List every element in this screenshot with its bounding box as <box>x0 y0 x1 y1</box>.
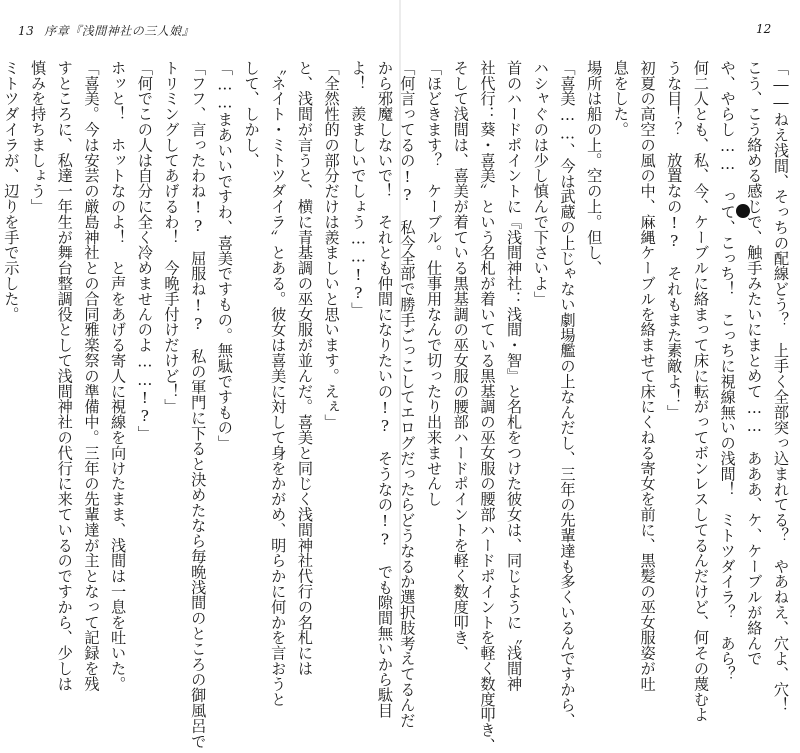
left-page-number: 13 <box>18 24 35 38</box>
text-column: ミトツダイラが、辺りを手で示した。 <box>2 60 21 322</box>
text-column: 「何言ってるの!? 私今全部で勝手ごっこしてエログだったらどうなるか選択肢考えてるんだ <box>398 60 417 728</box>
text-column: 「フフ、言ったわね!? 屈服ね!? 私の軍門に下ると決めたなら毎晩浅間のところの御風呂で <box>189 60 208 749</box>
text-column: 「ほどきます？ ケーブル。仕事用なんで切ったり出来ませんし <box>425 60 444 507</box>
text-column: から邪魔しないで！ それとも仲間になりたいの!? そうなの!? でも隙間無いから駄目 <box>376 60 394 718</box>
text-column: 〝ネイト・ミトツダイラ〟とある。彼女は喜美に対して身をかがめ、明らかに何かを言おうと <box>269 60 288 707</box>
text-column: して、しかし、 <box>242 60 261 168</box>
text-column: ホッと！ ホットなのよ！ と声をあげる寄人に視線を向けたまま、浅間は一息を吐いた。 <box>109 60 128 692</box>
text-column: 社代行：葵・喜美〟という名札が着いている黒基調の巫女服の腰部ハードポイントを軽く数度叩き、 <box>478 60 497 753</box>
left-page-body <box>2 60 394 749</box>
text-column: こう、こう絡める感じで、触手みたいにまとめて…… あああ、ケ、ケーブルが絡んで <box>745 60 764 667</box>
text-column: 「喜美……、今は武蔵の上じゃない劇場艦の上なんだし、三年の先輩達も多くいるんですから、 <box>558 60 577 728</box>
right-page-body <box>398 60 790 753</box>
text-column: そして浅間は、喜美が着ている黒基調の巫女服の腰部ハードポイントを軽く数度叩き、 <box>451 60 470 661</box>
text-column: 初夏の高空の風の中、麻縄ケーブルを絡ませて床にくねる寄女を前に、黒髪の巫女服姿が吐 <box>638 60 657 692</box>
text-column: 場所は船の上。空の上。但し、 <box>585 60 604 276</box>
text-column: や、やらし…… って、こっち！ こっちに視線無いの浅間！ ミトツダイラ？ あら？ <box>718 60 737 682</box>
text-column: 何二人とも、私、今、ケーブルに絡まって床に転がってボンレスしてるんだけど、何その蔑むよ <box>691 60 710 723</box>
text-column: すところに、私達一年生が舞台整調役として浅間神社の代行に来ているのですから、少しは <box>55 60 74 692</box>
text-column: 「喜美。今は安芸の厳島神社との合同雅楽祭の準備中。三年の先輩達が主となって記録を残 <box>82 60 101 692</box>
text-column: 息をした。 <box>611 60 630 137</box>
text-column: 首のハードポイントに『浅間神社：浅間・智』と名札をつけた彼女は、同じように〝浅間神 <box>505 60 524 692</box>
text-column: と、浅間が言うと、横に青基調の巫女服が並んだ。喜美と同じく浅間神社代行の名札には <box>295 60 314 676</box>
right-page-number: 12 <box>756 22 772 36</box>
text-column: 「何でこの人は自分に全く冷めませんのよ……!?」 <box>135 60 154 441</box>
text-column: うな目！？ 放置なの!? それもまた素敵よ！」 <box>665 60 684 420</box>
text-column: 「――ねえ浅間、そっちの配線どう？ 上手く全部突っ込まれてる？ やあねえ、穴よ、穴！ <box>772 60 790 713</box>
text-column: 「全然性的の部分だけは羨ましいと思います。えぇ」 <box>322 60 341 430</box>
text-column: 慎みを持ちましょう」 <box>29 60 48 214</box>
text-column: ハシャぐのは少し慎んで下さいよ」 <box>531 60 550 307</box>
text-column: 「……まあいいですわ、喜美ですもの。無駄ですもの」 <box>215 60 234 451</box>
left-page-header <box>18 22 194 39</box>
text-column: よ！ 羨ましいでしょう……!?」 <box>349 60 368 318</box>
text-column: トリミングしてあげるわ！ 今晩手付けだけど！」 <box>162 60 181 415</box>
chapter-title: 序章『浅間神社の三人娘』 <box>44 24 195 38</box>
